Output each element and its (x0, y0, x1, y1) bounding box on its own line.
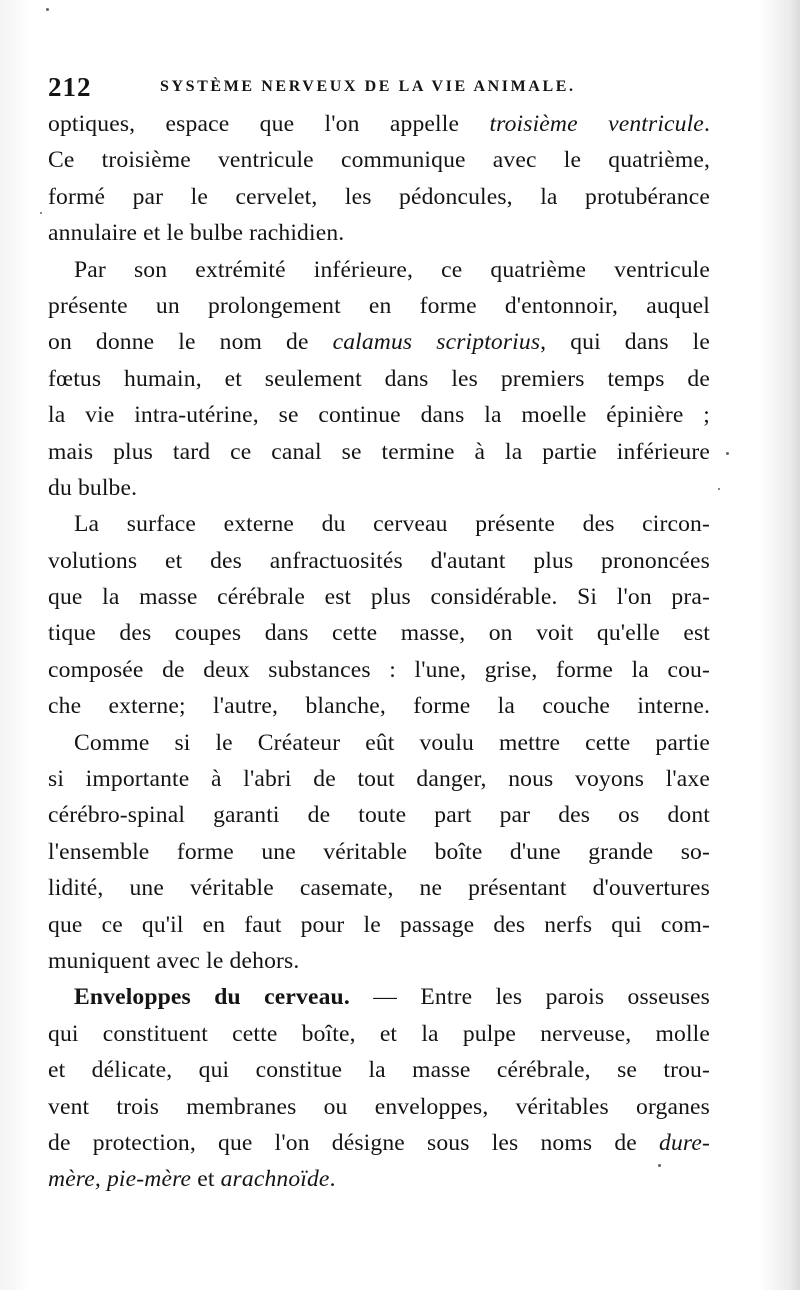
text-line: de protection, que l'on désigne sous les noms de dure- (48, 1129, 710, 1156)
text-line: Comme si le Créateur eût voulu mettre cette partie (74, 729, 710, 756)
text-line: annulaire et le bulbe rachidien. (48, 220, 345, 247)
text-line: lidité, une véritable casemate, ne présentant d'ouvertures (48, 875, 710, 902)
text-line: la vie intra-utérine, se continue dans la moelle épinière ; (48, 402, 710, 429)
text-line: Enveloppes du cerveau. — Entre les parois osseuses (74, 984, 710, 1011)
text-line: composée de deux substances : l'une, grise, forme la cou- (48, 656, 710, 683)
text-line: l'ensemble forme une véritable boîte d'une grande so- (48, 838, 710, 865)
text-line: volutions et des anfractuosités d'autant plus prononcées (48, 547, 710, 574)
print-speck (46, 8, 49, 11)
text-line: che externe; l'autre, blanche, forme la couche interne. (48, 693, 710, 720)
text-line: vent trois membranes ou enveloppes, véritables organes (48, 1093, 710, 1120)
text-line: et délicate, qui constitue la masse cérébrale, se trou- (48, 1057, 710, 1084)
italic-term: calamus scriptorius (332, 329, 541, 356)
italic-term: troisième ventricule (489, 111, 704, 137)
text-line: formé par le cervelet, les pédoncules, la protubérance (48, 183, 710, 210)
text-line: si importante à l'abri de tout danger, nous voyons l'axe (48, 766, 710, 793)
text-line: mère, pie-mère et arachnoïde. (48, 1166, 336, 1193)
text-line: qui constituent cette boîte, et la pulpe nerveuse, molle (48, 1020, 710, 1047)
text-line: on donne le nom de calamus scriptorius, qui dans le (48, 329, 710, 356)
text-line: tique des coupes dans cette masse, on voit qu'elle est (48, 620, 710, 647)
page-header (48, 66, 708, 106)
text-line: que ce qu'il en faut pour le passage des nerfs qui com- (48, 911, 710, 938)
text-line: muniquent avec le dehors. (48, 947, 300, 974)
print-speck (718, 488, 720, 490)
italic-term: arachnoïde (220, 1166, 330, 1193)
section-heading: Enveloppes du cerveau. (74, 984, 350, 1011)
text-line: que la masse cérébrale est plus considérable. Si l'on pra- (48, 584, 710, 611)
text-line: Ce troisième ventricule communique avec le quatrième, (48, 147, 710, 174)
print-speck (726, 452, 729, 455)
text-line: du bulbe. (48, 474, 138, 501)
text-line: Par son extrémité inférieure, ce quatrième ventricule (74, 256, 710, 283)
italic-term: dure- (659, 1129, 710, 1156)
print-speck (40, 212, 42, 214)
text-line: La surface externe du cerveau présente des circon- (74, 511, 710, 538)
text-line: présente un prolongement en forme d'entonnoir, auquel (48, 292, 710, 319)
page-body-text (48, 106, 710, 1198)
text-line: fœtus humain, et seulement dans les premiers temps de (48, 365, 710, 392)
page-number: 212 (48, 72, 92, 102)
text-line: mais plus tard ce canal se termine à la partie inférieure (48, 438, 710, 465)
italic-term: mère, pie-mère (48, 1166, 192, 1193)
text-line: cérébro-spinal garanti de toute part par des os dont (48, 802, 710, 829)
print-speck (658, 1164, 661, 1167)
text-line: optiques, espace que l'on appelle troisième ventricule. (48, 111, 710, 137)
running-head: SYSTÈME NERVEUX DE LA VIE ANIMALE. (160, 78, 576, 95)
